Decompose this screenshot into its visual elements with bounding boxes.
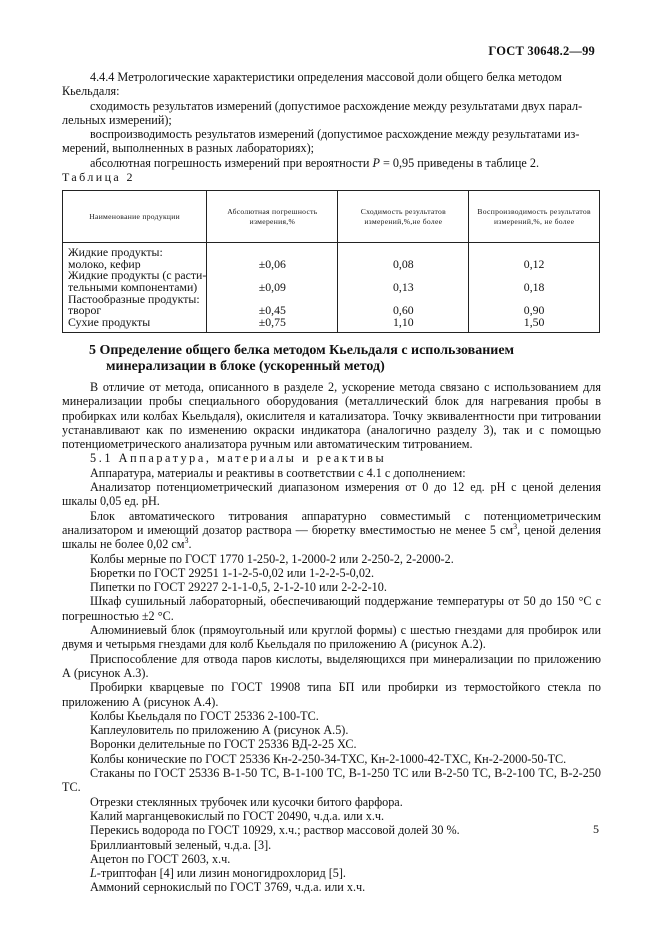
- paragraph: Колбы конические по ГОСТ 25336 Кн-2-250-34-ТХС, Кн-2-1000-42-ТХС, Кн-2-2000-50-ТС.: [90, 751, 567, 766]
- table-cell: 0,18: [523, 282, 545, 294]
- paragraph: В отличие от метода, описанного в разделе 2, ускорение метода связано с использованием для минерализации пробы специального оборудования (металлический блок для нагревания пробы в пробирках или колбах Кьельдаля), окислителя и катализатора. Точку эквивалентности при титровании устанавливают как по изменению окраски индикатора (аналогично разделу 3), так и с помощью потенциометрического анализатора ручным или автоматическим титрованием.: [62, 380, 601, 452]
- repeatability-column: [338, 243, 469, 333]
- paragraph: Аппаратура, материалы и реактивы в соответствии с 4.1 с дополнением:: [90, 465, 466, 480]
- paragraph-text: -триптофан [4] или лизин моногидрохлорид [5].: [96, 866, 346, 881]
- table-cell: 0,08: [393, 258, 414, 271]
- italic-letter: L: [90, 866, 97, 881]
- paragraph: Приспособление для отвода паров кислоты, выделяющихся при минерализации по приложению А (рисунок А.3).: [62, 651, 601, 680]
- table-cell: ±0,09: [258, 282, 286, 294]
- table-cell: ±0,06: [258, 258, 286, 271]
- table-cell: [207, 270, 337, 282]
- paragraph-text: .: [188, 537, 192, 552]
- table-cell: [207, 247, 337, 259]
- table-cell: 0,12: [523, 258, 545, 271]
- table-cell: [338, 270, 468, 282]
- error-column: [207, 243, 338, 333]
- table-cell: молоко, кефир: [68, 258, 141, 271]
- subsection-heading: 5.1 Аппаратура, материалы и реактивы: [90, 451, 387, 466]
- superscript: 3: [513, 521, 518, 531]
- table-2: [62, 190, 600, 333]
- intro-line: мерений, выполненных в разных лабораториях);: [62, 141, 315, 156]
- table-cell: [338, 294, 468, 306]
- intro-line: Кьельдаля:: [62, 84, 120, 99]
- table-cell: [469, 294, 599, 306]
- paragraph: Пипетки по ГОСТ 29227 2-1-1-0,5, 2-1-2-10 или 2-2-2-10.: [90, 580, 387, 595]
- table-cell: Пастообразные продукты:: [68, 293, 200, 306]
- product-column: [63, 243, 207, 333]
- paragraph: Калий марганцевокислый по ГОСТ 20490, ч.д.а. или х.ч.: [90, 808, 385, 823]
- table-cell: [207, 294, 337, 306]
- table-cell: 1,10: [393, 317, 414, 329]
- column-header: Абсолютная погрешность измерения,%: [207, 191, 338, 243]
- table-cell: [469, 247, 599, 259]
- table-cell: 0,13: [393, 282, 414, 294]
- paragraph-text: Блок автоматического титрования аппаратурно совместимый с потенциометрическим анализатором и имеющий дозатор раствора — бюретку вместимостью не менее 5 см: [62, 508, 601, 537]
- paragraph: [62, 866, 601, 880]
- paragraph: Анализатор потенциометрический диапазоном измерения от 0 до 12 ед. рН с ценой деления шкалы 0,05 ед. рН.: [62, 480, 601, 509]
- paragraph: Пробирки кварцевые по ГОСТ 19908 типа БП или пробирки из термостойкого стекла по приложению А (рисунок А.4).: [62, 680, 601, 709]
- table-cell: ±0,45: [258, 305, 286, 318]
- table-cell: Жидкие продукты (с расти-: [68, 270, 207, 283]
- paragraph: Аммоний сернокислый по ГОСТ 3769, ч.д.а. или х.ч.: [90, 880, 366, 895]
- table-cell: ±0,75: [258, 317, 286, 329]
- superscript: 3: [184, 536, 189, 546]
- paragraph: Колбы Кьельдаля по ГОСТ 25336 2-100-ТС.: [90, 708, 319, 723]
- table-header-row: [63, 191, 600, 243]
- paragraph: Перекись водорода по ГОСТ 10929, х.ч.; раствор массовой долей 30 %.: [90, 823, 460, 838]
- section-5-heading: [89, 343, 609, 374]
- reproducibility-column: [469, 243, 600, 333]
- table-caption: Таблица 2: [62, 170, 135, 184]
- table-cell: 0,60: [393, 305, 414, 318]
- table-cell: Сухие продукты: [68, 317, 151, 329]
- intro-block: [62, 70, 601, 170]
- paragraph: Бриллиантовый зеленый, ч.д.а. [3].: [90, 837, 272, 852]
- table-cell: 0,90: [523, 305, 545, 318]
- intro-line: [62, 156, 601, 170]
- column-header: Сходимость результатов измерений,%,не более: [338, 191, 469, 243]
- paragraph: Стаканы по ГОСТ 25336 В-1-50 ТС, В-1-100 ТС, В-1-250 ТС или В-2-50 ТС, В-2-100 ТС, В-2-250 ТС.: [62, 766, 601, 795]
- paragraph: Отрезки стеклянных трубочек или кусочки битого фарфора.: [90, 794, 403, 809]
- intro-text: = 0,95 приведены в таблице 2.: [379, 155, 539, 170]
- paragraph: Ацетон по ГОСТ 2603, х.ч.: [90, 851, 231, 866]
- table-cell: тельными компонентами): [68, 282, 198, 294]
- column-header: Наименование продукции: [63, 191, 207, 243]
- intro-line: 4.4.4 Метрологические характеристики определения массовой доли общего белка методом: [90, 70, 562, 84]
- table-cell: творог: [68, 305, 102, 318]
- intro-line: сходимость результатов измерений (допустимое расхождение между результатами двух парал-: [90, 98, 583, 113]
- table-cell: Жидкие продукты:: [68, 247, 163, 259]
- table-cell: 1,50: [523, 317, 545, 329]
- column-header: Воспроизводимость результатов измерений,%, не более: [469, 191, 600, 243]
- section-title: минерализации в блоке (ускоренный метод): [106, 358, 385, 374]
- table-body-row: [63, 243, 600, 333]
- paragraph: Шкаф сушильный лабораторный, обеспечивающий поддержание температуры от 50 до 150 °С с погрешностью ±2 °С.: [62, 594, 601, 623]
- paragraph: Колбы мерные по ГОСТ 1770 1-250-2, 1-2000-2 или 2-250-2, 2-2000-2.: [90, 551, 454, 566]
- intro-text: абсолютная погрешность измерений при вероятности: [90, 155, 373, 170]
- paragraph: Алюминиевый блок (прямоугольный или круглой формы) с шестью гнездами для пробирок или двумя и четырьмя гнездами для колб Кьельдаля по приложению А (рисунок А.2).: [62, 623, 601, 652]
- document-code: ГОСТ 30648.2—99: [488, 44, 595, 58]
- table-cell: [469, 270, 599, 282]
- intro-line: лельных измерений);: [62, 112, 172, 127]
- probability-symbol: P: [372, 155, 380, 170]
- paragraph: Бюретки по ГОСТ 29251 1-1-2-5-0,02 или 1-2-2-5-0,02.: [90, 565, 375, 580]
- paragraph-text: , ценой деления шкалы не более 0,02 см: [62, 522, 601, 552]
- section-title: 5 Определение общего белка методом Кьельдаля с использованием: [89, 343, 515, 358]
- section-5-body: [62, 380, 601, 895]
- paragraph: Каплеуловитель по приложению А (рисунок А.5).: [90, 723, 349, 738]
- page-number: 5: [593, 822, 599, 836]
- intro-line: воспроизводимость результатов измерений (допустимое расхождение между результатами из-: [90, 127, 580, 142]
- paragraph: Воронки делительные по ГОСТ 25336 ВД-2-25 ХС.: [90, 737, 357, 752]
- table-cell: [338, 247, 468, 259]
- paragraph: [62, 509, 601, 552]
